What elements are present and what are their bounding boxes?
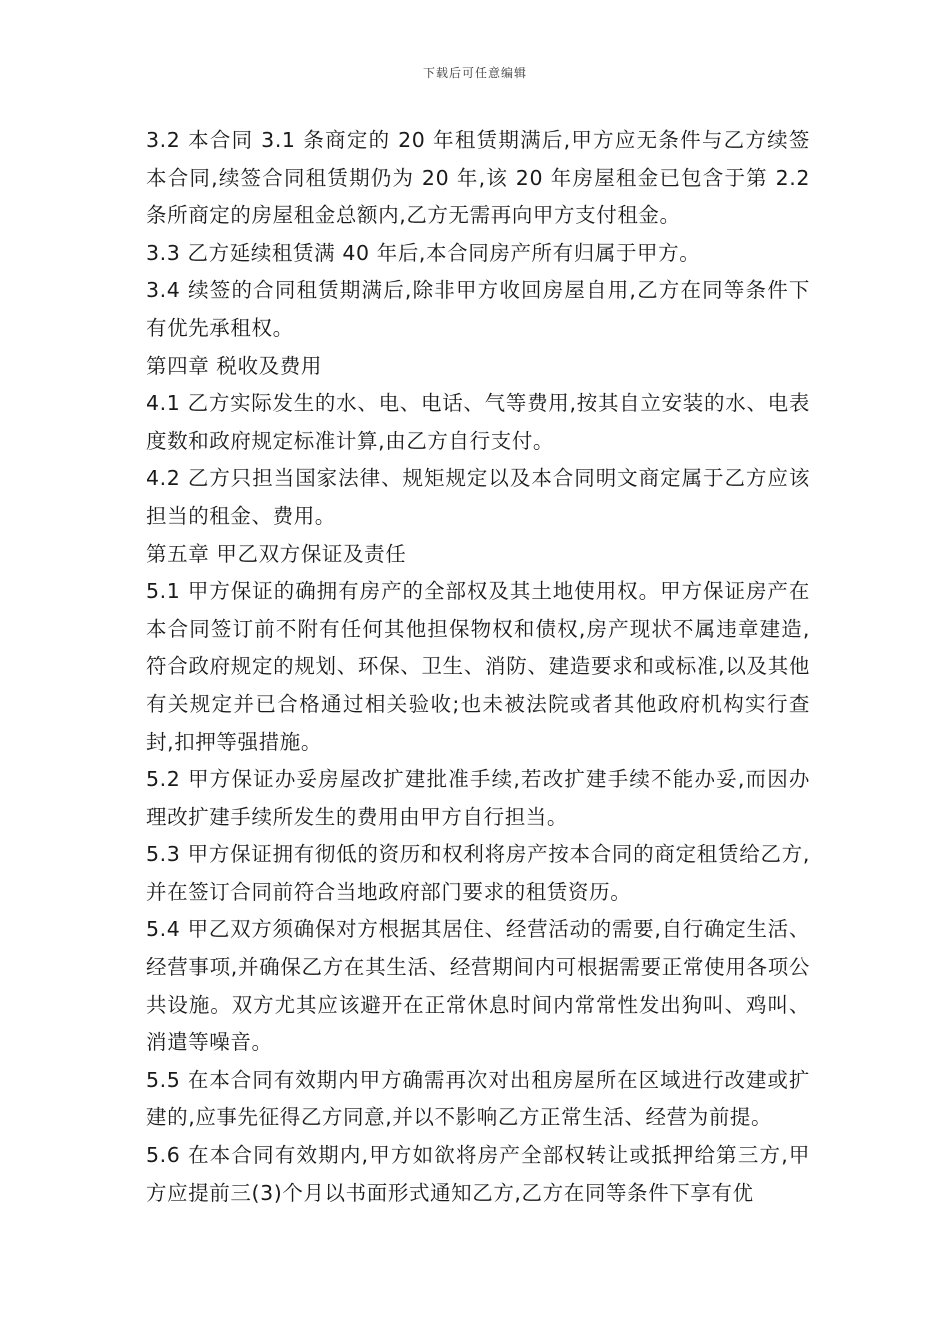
clause-3-3: 3.3 乙方延续租赁满 40 年后,本合同房产所有归属于甲方。 xyxy=(146,240,701,265)
clause-5-2: 5.2 甲方保证办妥房屋改扩建批准手续,若改扩建手续不能办妥,而因办理改扩建手续所发生的费用由甲方自行担当。 xyxy=(146,767,810,829)
clause-5-4: 5.4 甲乙双方须确保对方根据其居住、经营活动的需要,自行确定生活、经营事项,并确保乙方在其生活、经营期间内可根据需要正常使用各项公共设施。双方尤其应该避开在正常休息时间内常常性发出狗叫、鸡叫、消遣等噪音。 xyxy=(146,917,810,1055)
clause-5-3: 5.3 甲方保证拥有彻低的资历和权利将房产按本合同的商定租赁给乙方,并在签订合同前符合当地政府部门要求的租赁资历。 xyxy=(146,842,810,904)
clause-3-4: 3.4 续签的合同租赁期满后,除非甲方收回房屋自用,乙方在同等条件下有优先承租权。 xyxy=(146,278,810,340)
chapter-5-heading: 第五章 甲乙双方保证及责任 xyxy=(146,541,407,566)
clause-5-6: 5.6 在本合同有效期内,甲方如欲将房产全部权转让或抵押给第三方,甲方应提前三(3)个月以书面形式通知乙方,乙方在同等条件下享有优 xyxy=(146,1143,810,1205)
header-note: 下载后可任意编辑 xyxy=(422,66,527,80)
document-body xyxy=(146,122,810,1212)
clause-4-1: 4.1 乙方实际发生的水、电、电话、气等费用,按其自立安装的水、电表度数和政府规定标准计算,由乙方自行支付。 xyxy=(146,391,810,453)
clause-3-2: 3.2 本合同 3.1 条商定的 20 年租赁期满后,甲方应无条件与乙方续签本合同,续签合同租赁期仍为 20 年,该 20 年房屋租金已包含于第 2.2 条所商定的房屋租金总额内,乙方无需再向甲方支付租金。 xyxy=(146,128,810,228)
clause-5-5: 5.5 在本合同有效期内甲方确需再次对出租房屋所在区域进行改建或扩建的,应事先征得乙方同意,并以不影响乙方正常生活、经营为前提。 xyxy=(146,1067,810,1130)
clause-4-2: 4.2 乙方只担当国家法律、规矩规定以及本合同明文商定属于乙方应该担当的租金、费用。 xyxy=(146,466,810,528)
chapter-4-heading: 第四章 税收及费用 xyxy=(146,353,322,378)
clause-5-1: 5.1 甲方保证的确拥有房产的全部权及其土地使用权。甲方保证房产在本合同签订前不附有任何其他担保物权和债权,房产现状不属违章建造,符合政府规定的规划、环保、卫生、消防、建造要求和或标准,以及其他有关规定并已合格通过相关验收;也未被法院或者其他政府机构实行查封,扣押等强措施。 xyxy=(146,579,810,754)
